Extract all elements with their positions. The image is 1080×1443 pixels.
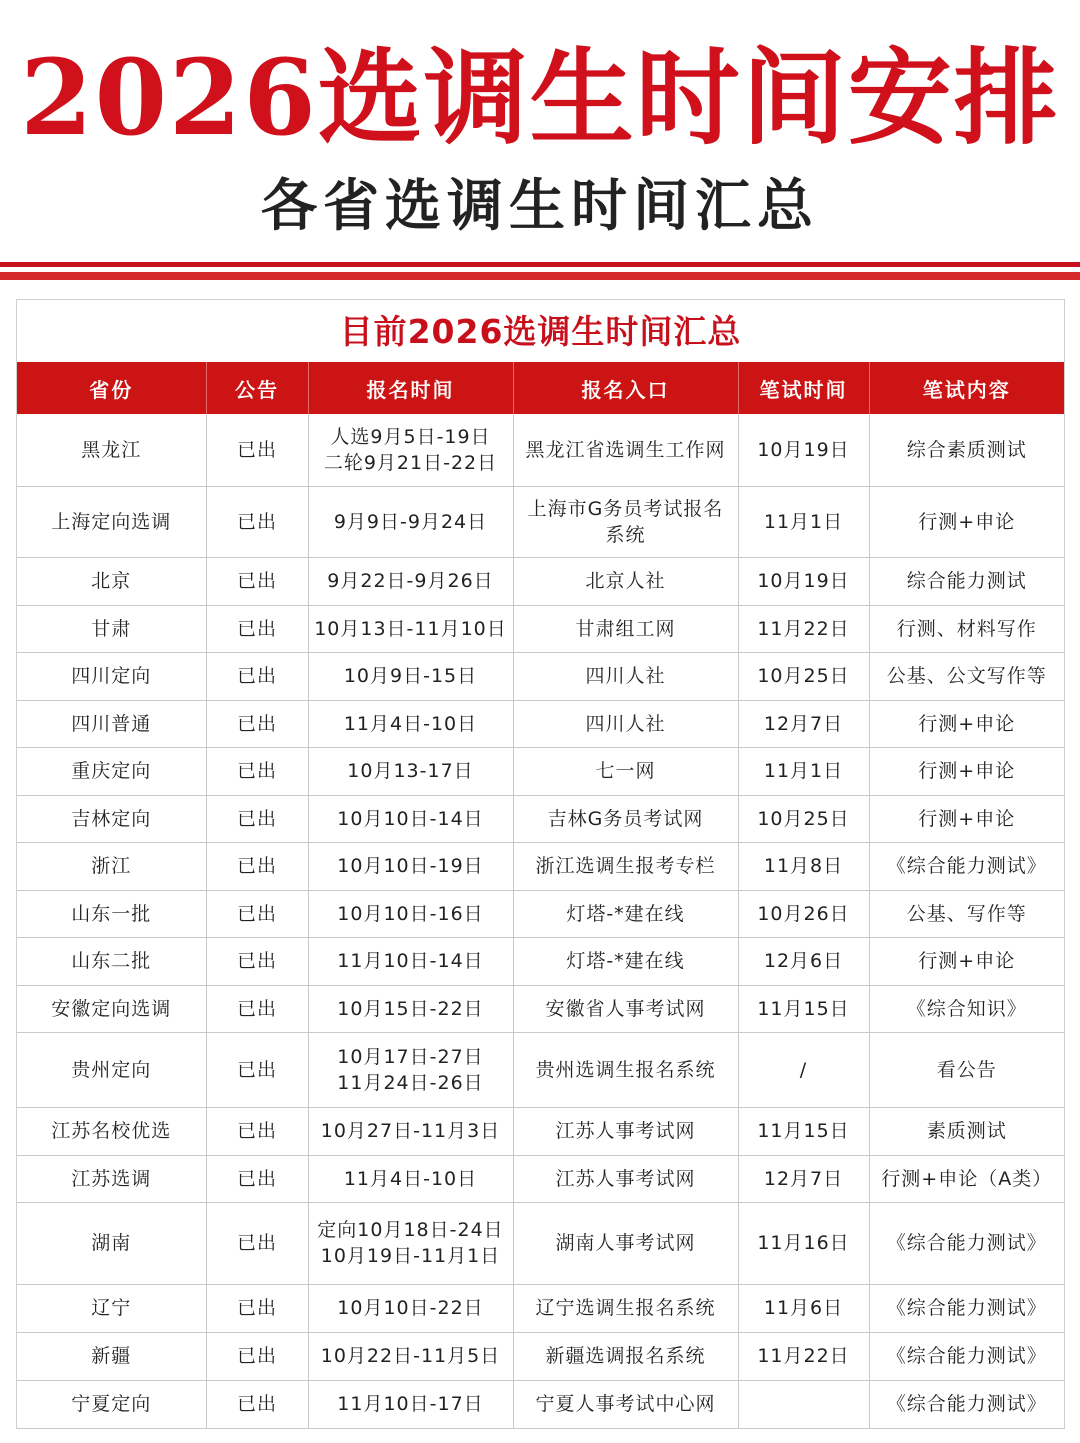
exam-time-cell: 10月25日: [738, 795, 869, 842]
exam-time-cell: 10月19日: [738, 414, 869, 486]
table-row: [17, 985, 1064, 1032]
exam-time-cell: [738, 1380, 869, 1428]
page-subtitle: 各省选调生时间汇总: [261, 173, 819, 239]
registration-time-cell: 10月22日-11月5日: [308, 1332, 513, 1380]
exam-content-cell: 《综合能力测试》: [869, 1380, 1064, 1428]
province-cell: 黑龙江: [17, 414, 206, 486]
table-row: [17, 890, 1064, 937]
exam-time-cell: 11月15日: [738, 985, 869, 1032]
exam-content-cell: 行测+申论: [869, 700, 1064, 747]
registration-portal-cell: 江苏人事考试网: [513, 1155, 738, 1202]
table-row: [17, 1032, 1064, 1107]
exam-time-cell: 11月1日: [738, 486, 869, 557]
exam-time-cell: 12月7日: [738, 1155, 869, 1202]
registration-time-cell: 10月9日-15日: [308, 652, 513, 700]
exam-time-cell: 11月15日: [738, 1107, 869, 1155]
notice-cell: 已出: [206, 557, 308, 605]
exam-content-cell: 《综合能力测试》: [869, 1284, 1064, 1332]
exam-content-cell: 《综合能力测试》: [869, 1202, 1064, 1284]
province-cell: 湖南: [17, 1202, 206, 1284]
table-row: [17, 937, 1064, 985]
province-cell: 吉林定向: [17, 795, 206, 842]
registration-time-cell: 11月4日-10日: [308, 1155, 513, 1202]
exam-time-cell: 11月16日: [738, 1202, 869, 1284]
notice-cell: 已出: [206, 605, 308, 652]
registration-time-cell: 9月9日-9月24日: [308, 486, 513, 557]
registration-time-cell: 10月17日-27日 11月24日-26日: [308, 1032, 513, 1107]
province-cell: 宁夏定向: [17, 1380, 206, 1428]
registration-portal-cell: 安徽省人事考试网: [513, 985, 738, 1032]
exam-content-cell: 行测、材料写作: [869, 605, 1064, 652]
table-row: [17, 652, 1064, 700]
notice-cell: 已出: [206, 700, 308, 747]
registration-time-cell: 10月15日-22日: [308, 985, 513, 1032]
exam-time-cell: 12月6日: [738, 937, 869, 985]
province-cell: 浙江: [17, 842, 206, 890]
province-cell: 江苏名校优选: [17, 1107, 206, 1155]
table-row: [17, 1155, 1064, 1202]
exam-content-cell: 《综合能力测试》: [869, 1332, 1064, 1380]
notice-cell: 已出: [206, 1332, 308, 1380]
registration-portal-cell: 七一网: [513, 747, 738, 795]
notice-cell: 已出: [206, 1155, 308, 1202]
page-title: 2026选调生时间安排: [20, 36, 1060, 159]
table-row: [17, 842, 1064, 890]
notice-cell: 已出: [206, 1380, 308, 1428]
registration-portal-cell: 新疆选调报名系统: [513, 1332, 738, 1380]
exam-content-cell: 素质测试: [869, 1107, 1064, 1155]
table-row: [17, 1380, 1064, 1428]
exam-time-cell: 10月19日: [738, 557, 869, 605]
registration-portal-cell: 四川人社: [513, 700, 738, 747]
header-exam-time: 笔试时间: [738, 362, 869, 414]
registration-portal-cell: 贵州选调生报名系统: [513, 1032, 738, 1107]
registration-portal-cell: 辽宁选调生报名系统: [513, 1284, 738, 1332]
registration-portal-cell: 灯塔-*建在线: [513, 890, 738, 937]
notice-cell: 已出: [206, 414, 308, 486]
notice-cell: 已出: [206, 652, 308, 700]
exam-time-cell: /: [738, 1032, 869, 1107]
schedule-card: [16, 299, 1065, 1429]
exam-content-cell: 综合能力测试: [869, 557, 1064, 605]
exam-content-cell: 行测+申论（A类）: [869, 1155, 1064, 1202]
exam-content-cell: 看公告: [869, 1032, 1064, 1107]
province-cell: 山东一批: [17, 890, 206, 937]
province-cell: 山东二批: [17, 937, 206, 985]
registration-portal-cell: 黑龙江省选调生工作网: [513, 414, 738, 486]
exam-content-cell: 公基、写作等: [869, 890, 1064, 937]
exam-time-cell: 11月22日: [738, 1332, 869, 1380]
notice-cell: 已出: [206, 1284, 308, 1332]
header-registration-time: 报名时间: [308, 362, 513, 414]
registration-time-cell: 10月10日-22日: [308, 1284, 513, 1332]
notice-cell: 已出: [206, 1032, 308, 1107]
notice-cell: 已出: [206, 1107, 308, 1155]
registration-time-cell: 10月13日-11月10日: [308, 605, 513, 652]
registration-time-cell: 11月4日-10日: [308, 700, 513, 747]
exam-time-cell: 11月8日: [738, 842, 869, 890]
schedule-table: [17, 362, 1064, 1429]
table-header-row: [17, 362, 1064, 414]
header-registration-portal: 报名入口: [513, 362, 738, 414]
exam-content-cell: 综合素质测试: [869, 414, 1064, 486]
divider-top: [0, 262, 1080, 267]
exam-time-cell: 10月25日: [738, 652, 869, 700]
exam-content-cell: 行测+申论: [869, 747, 1064, 795]
registration-time-cell: 10月27日-11月3日: [308, 1107, 513, 1155]
notice-cell: 已出: [206, 795, 308, 842]
table-row: [17, 1202, 1064, 1284]
table-title: 目前2026选调生时间汇总: [339, 312, 742, 351]
registration-portal-cell: 四川人社: [513, 652, 738, 700]
table-row: [17, 1332, 1064, 1380]
exam-time-cell: 11月1日: [738, 747, 869, 795]
registration-portal-cell: 宁夏人事考试中心网: [513, 1380, 738, 1428]
exam-time-cell: 12月7日: [738, 700, 869, 747]
registration-time-cell: 11月10日-17日: [308, 1380, 513, 1428]
divider-bottom: [0, 272, 1080, 280]
exam-content-cell: 《综合能力测试》: [869, 842, 1064, 890]
exam-content-cell: 行测+申论: [869, 486, 1064, 557]
notice-cell: 已出: [206, 890, 308, 937]
registration-portal-cell: 吉林G务员考试网: [513, 795, 738, 842]
exam-content-cell: 《综合知识》: [869, 985, 1064, 1032]
notice-cell: 已出: [206, 1202, 308, 1284]
registration-time-cell: 人选9月5日-19日 二轮9月21日-22日: [308, 414, 513, 486]
table-row: [17, 486, 1064, 557]
table-row: [17, 700, 1064, 747]
table-row: [17, 557, 1064, 605]
registration-time-cell: 10月10日-16日: [308, 890, 513, 937]
exam-time-cell: 11月22日: [738, 605, 869, 652]
exam-time-cell: 10月26日: [738, 890, 869, 937]
notice-cell: 已出: [206, 747, 308, 795]
province-cell: 北京: [17, 557, 206, 605]
registration-time-cell: 定向10月18日-24日 10月19日-11月1日: [308, 1202, 513, 1284]
table-row: [17, 605, 1064, 652]
province-cell: 上海定向选调: [17, 486, 206, 557]
table-row: [17, 414, 1064, 486]
notice-cell: 已出: [206, 937, 308, 985]
registration-portal-cell: 浙江选调生报考专栏: [513, 842, 738, 890]
table-row: [17, 1284, 1064, 1332]
province-cell: 四川定向: [17, 652, 206, 700]
header-notice: 公告: [206, 362, 308, 414]
notice-cell: 已出: [206, 985, 308, 1032]
registration-portal-cell: 甘肃组工网: [513, 605, 738, 652]
province-cell: 甘肃: [17, 605, 206, 652]
registration-portal-cell: 北京人社: [513, 557, 738, 605]
province-cell: 安徽定向选调: [17, 985, 206, 1032]
notice-cell: 已出: [206, 842, 308, 890]
exam-time-cell: 11月6日: [738, 1284, 869, 1332]
province-cell: 新疆: [17, 1332, 206, 1380]
province-cell: 辽宁: [17, 1284, 206, 1332]
registration-portal-cell: 江苏人事考试网: [513, 1107, 738, 1155]
table-row: [17, 747, 1064, 795]
header-exam-content: 笔试内容: [869, 362, 1064, 414]
province-cell: 江苏选调: [17, 1155, 206, 1202]
table-row: [17, 795, 1064, 842]
registration-time-cell: 11月10日-14日: [308, 937, 513, 985]
registration-portal-cell: 灯塔-*建在线: [513, 937, 738, 985]
registration-portal-cell: 上海市G务员考试报名 系统: [513, 486, 738, 557]
registration-time-cell: 9月22日-9月26日: [308, 557, 513, 605]
exam-content-cell: 公基、公文写作等: [869, 652, 1064, 700]
province-cell: 贵州定向: [17, 1032, 206, 1107]
registration-time-cell: 10月10日-14日: [308, 795, 513, 842]
registration-time-cell: 10月10日-19日: [308, 842, 513, 890]
registration-portal-cell: 湖南人事考试网: [513, 1202, 738, 1284]
header-province: 省份: [17, 362, 206, 414]
province-cell: 重庆定向: [17, 747, 206, 795]
exam-content-cell: 行测+申论: [869, 795, 1064, 842]
notice-cell: 已出: [206, 486, 308, 557]
table-row: [17, 1107, 1064, 1155]
province-cell: 四川普通: [17, 700, 206, 747]
exam-content-cell: 行测+申论: [869, 937, 1064, 985]
registration-time-cell: 10月13-17日: [308, 747, 513, 795]
